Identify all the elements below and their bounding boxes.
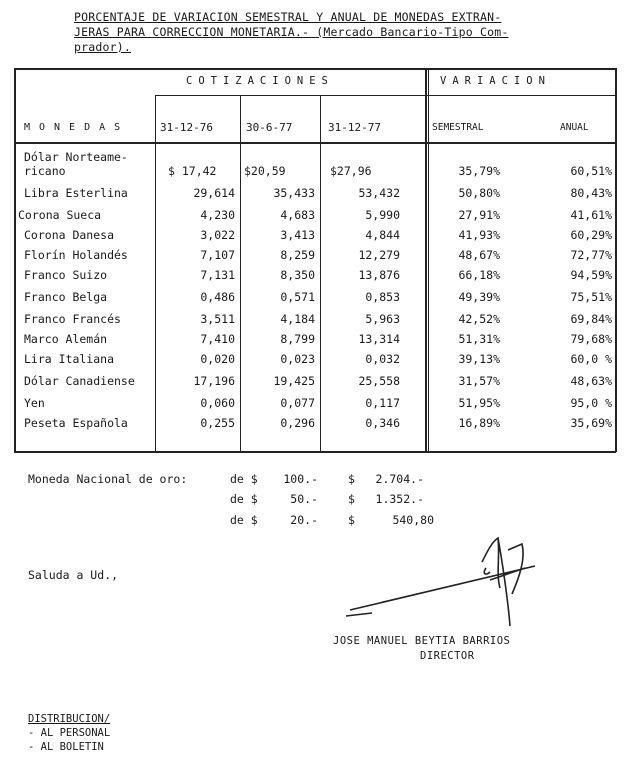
value-anual: 79,68% <box>570 332 612 346</box>
value-sem: 48,67% <box>458 248 500 262</box>
value-anual: 60,29% <box>570 228 612 242</box>
currency-name: Corona Danesa <box>24 228 115 242</box>
saluda-text: Saluda a Ud., <box>28 568 119 582</box>
value-d3: 0,346 <box>365 416 400 430</box>
signature-scribble <box>340 530 570 640</box>
col-date-2: 30-6-77 <box>246 121 293 134</box>
value-anual: 48,63% <box>570 374 612 388</box>
vline-variacion <box>425 68 427 452</box>
value-d3: 0,117 <box>365 396 400 410</box>
value-d2: 0,023 <box>280 352 315 366</box>
value-d1: 0,020 <box>200 352 235 366</box>
value-anual: 60,0 % <box>570 352 612 366</box>
value-d2: 0,296 <box>280 416 315 430</box>
value-sem: 35,79% <box>458 164 500 178</box>
value-d1: 7,131 <box>200 268 235 282</box>
monedas-heading: MONEDAS <box>24 122 130 133</box>
variacion-heading: VARIACION <box>440 75 551 87</box>
value-d3: 13,876 <box>358 268 400 282</box>
value-d1: $ 17,42 <box>168 164 217 178</box>
table-left-border <box>14 68 16 452</box>
vline-col2 <box>240 95 241 452</box>
value-d2: 35,433 <box>273 186 315 200</box>
currency-name: Florín Holandés <box>24 248 128 262</box>
oro-label: Moneda Nacional de oro: <box>28 472 188 486</box>
value-d1: 7,107 <box>200 248 235 262</box>
signature-name: JOSE MANUEL BEYTIA BARRIOS <box>333 635 511 647</box>
col-date-1: 31-12-76 <box>160 121 213 134</box>
vline-col1 <box>155 95 156 452</box>
oro-val: 2.704.- <box>375 472 424 486</box>
value-d1: 0,486 <box>200 290 235 304</box>
vline-col3 <box>320 95 321 452</box>
col-anual: ANUAL <box>560 122 589 133</box>
oro-amt: 100.- <box>283 472 318 486</box>
value-d2: 19,425 <box>273 374 315 388</box>
distribucion-item: - AL PERSONAL <box>28 727 111 739</box>
col-semestral: SEMESTRAL <box>432 122 484 133</box>
oro-amt: 20.- <box>290 513 318 527</box>
value-d2: 8,259 <box>280 248 315 262</box>
value-sem: 66,18% <box>458 268 500 282</box>
col-date-3: 31-12-77 <box>328 121 381 134</box>
value-sem: 39,13% <box>458 352 500 366</box>
value-anual: 41,61% <box>570 208 612 222</box>
value-d2: 4,184 <box>280 312 315 326</box>
table-bottom-border <box>14 451 616 453</box>
value-d1: 0,060 <box>200 396 235 410</box>
value-d3: $27,96 <box>330 164 372 178</box>
title-line-3: prador). <box>74 40 131 54</box>
oro-de: de $ <box>230 472 258 486</box>
value-anual: 80,43% <box>570 186 612 200</box>
value-d3: 0,853 <box>365 290 400 304</box>
value-d1: 3,022 <box>200 228 235 242</box>
value-d3: 53,432 <box>358 186 400 200</box>
cotizaciones-heading: COTIZACIONES <box>186 75 334 87</box>
value-d2: 8,350 <box>280 268 315 282</box>
oro-de: de $ <box>230 513 258 527</box>
value-d3: 5,963 <box>365 312 400 326</box>
value-sem: 27,91% <box>458 208 500 222</box>
value-d1: 17,196 <box>193 374 235 388</box>
currency-name: Franco Suizo <box>24 268 108 282</box>
value-d1: 7,410 <box>200 332 235 346</box>
value-d2: $20,59 <box>244 164 286 178</box>
group-header-line <box>155 95 616 96</box>
title-line-1: PORCENTAJE DE VARIACION SEMESTRAL Y ANUAL DE MONEDAS EXTRAN- <box>74 10 502 24</box>
currency-name: Peseta Española <box>24 416 128 430</box>
header-line <box>14 142 616 144</box>
currency-name: Yen <box>24 396 45 410</box>
currency-name: Corona Sueca <box>18 208 102 222</box>
value-d1: 29,614 <box>193 186 235 200</box>
vline-variacion-2 <box>428 68 429 452</box>
currency-name: Franco Francés <box>24 312 121 326</box>
oro-cur: $ <box>348 513 355 527</box>
currency-name: Libra Esterlina <box>24 186 128 200</box>
value-d1: 0,255 <box>200 416 235 430</box>
value-anual: 69,84% <box>570 312 612 326</box>
value-anual: 75,51% <box>570 290 612 304</box>
value-d2: 8,799 <box>280 332 315 346</box>
table-top-border <box>14 68 616 70</box>
currency-name: Dólar Norteame- <box>24 150 128 164</box>
oro-de: de $ <box>230 492 258 506</box>
value-d1: 4,230 <box>200 208 235 222</box>
value-sem: 51,31% <box>458 332 500 346</box>
oro-val: 540,80 <box>392 513 434 527</box>
value-d1: 3,511 <box>200 312 235 326</box>
value-d2: 0,077 <box>280 396 315 410</box>
value-sem: 16,89% <box>458 416 500 430</box>
title-line-2: JERAS PARA CORRECCION MONETARIA.- (Mercado Bancario-Tipo Com- <box>74 25 509 39</box>
distribucion-heading: DISTRIBUCION/ <box>28 713 111 725</box>
value-d2: 4,683 <box>280 208 315 222</box>
value-anual: 60,51% <box>570 164 612 178</box>
distribucion-item: - AL BOLETIN <box>28 741 104 753</box>
value-sem: 31,57% <box>458 374 500 388</box>
value-sem: 49,39% <box>458 290 500 304</box>
currency-name: Marco Alemán <box>24 332 108 346</box>
value-sem: 42,52% <box>458 312 500 326</box>
value-sem: 41,93% <box>458 228 500 242</box>
oro-cur: $ <box>348 492 355 506</box>
currency-name: Dólar Canadiense <box>24 374 135 388</box>
oro-amt: 50.- <box>290 492 318 506</box>
value-anual: 72,77% <box>570 248 612 262</box>
value-d3: 0,032 <box>365 352 400 366</box>
value-d2: 0,571 <box>280 290 315 304</box>
value-sem: 51,95% <box>458 396 500 410</box>
value-anual: 95,0 % <box>570 396 612 410</box>
oro-val: 1.352.- <box>375 492 424 506</box>
oro-cur: $ <box>348 472 355 486</box>
table-right-border <box>615 68 617 452</box>
value-d3: 25,558 <box>358 374 400 388</box>
distribucion-section <box>28 712 110 754</box>
value-anual: 35,69% <box>570 416 612 430</box>
currency-name: Lira Italiana <box>24 352 115 366</box>
value-d2: 3,413 <box>280 228 315 242</box>
value-d3: 4,844 <box>365 228 400 242</box>
value-anual: 94,59% <box>570 268 612 282</box>
signature-role: DIRECTOR <box>420 650 475 662</box>
currency-name-cont: ricano <box>24 164 66 178</box>
value-d3: 12,279 <box>358 248 400 262</box>
currency-name: Franco Belga <box>24 290 108 304</box>
value-d3: 5,990 <box>365 208 400 222</box>
value-d3: 13,314 <box>358 332 400 346</box>
value-sem: 50,80% <box>458 186 500 200</box>
